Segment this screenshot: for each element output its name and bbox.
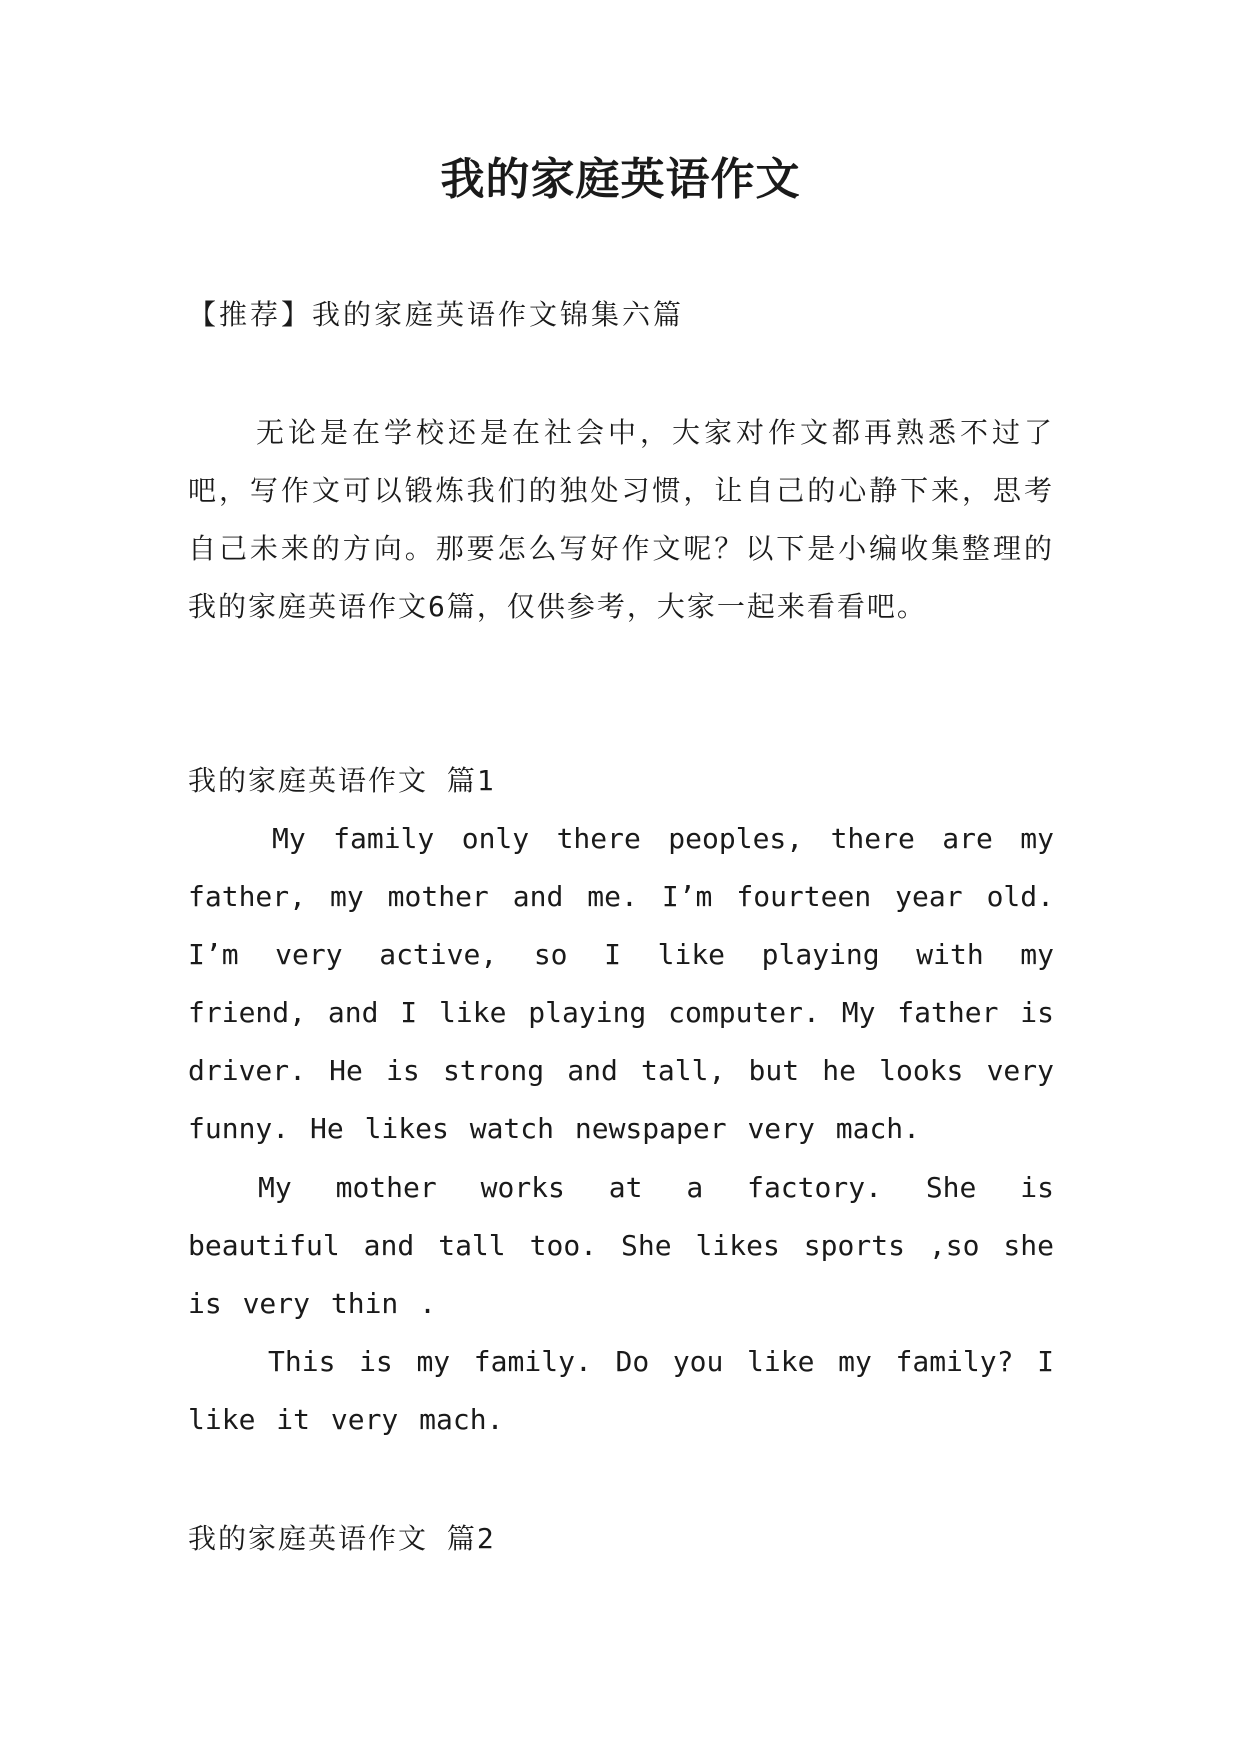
section-1-paragraph-2: My mother works at a factory. She is beautiful and tall too. She likes sports ,so she is very thin . <box>188 1171 1054 1320</box>
intro-paragraph: 无论是在学校还是在社会中，大家对作文都再熟悉不过了吧，写作文可以锻炼我们的独处习惯，让自己的心静下来，思考自己未来的方向。那要怎么写好作文呢？以下是小编收集整理的我的家庭英语作文6篇，仅供参考，大家一起来看看吧。 <box>188 416 1054 623</box>
section-heading-2: 我的家庭英语作文 篇2 <box>188 1522 496 1555</box>
section-1-paragraph-3: This is my family. Do you like my family? I like it very mach. <box>188 1345 1054 1436</box>
document-title: 我的家庭英语作文 <box>440 154 801 205</box>
section-heading-1: 我的家庭英语作文 篇1 <box>188 764 496 797</box>
section-1-paragraph-1: My family only there peoples, there are my father, my mother and me. I’m fourteen year old. I’m very active, so I like playing with my friend, and I like playing computer. My father is driver. He is strong and tall, but he looks very funny. He likes watch newspaper very mach. <box>188 822 1054 1145</box>
document-subtitle: 【推荐】我的家庭英语作文锦集六篇 <box>188 298 685 331</box>
